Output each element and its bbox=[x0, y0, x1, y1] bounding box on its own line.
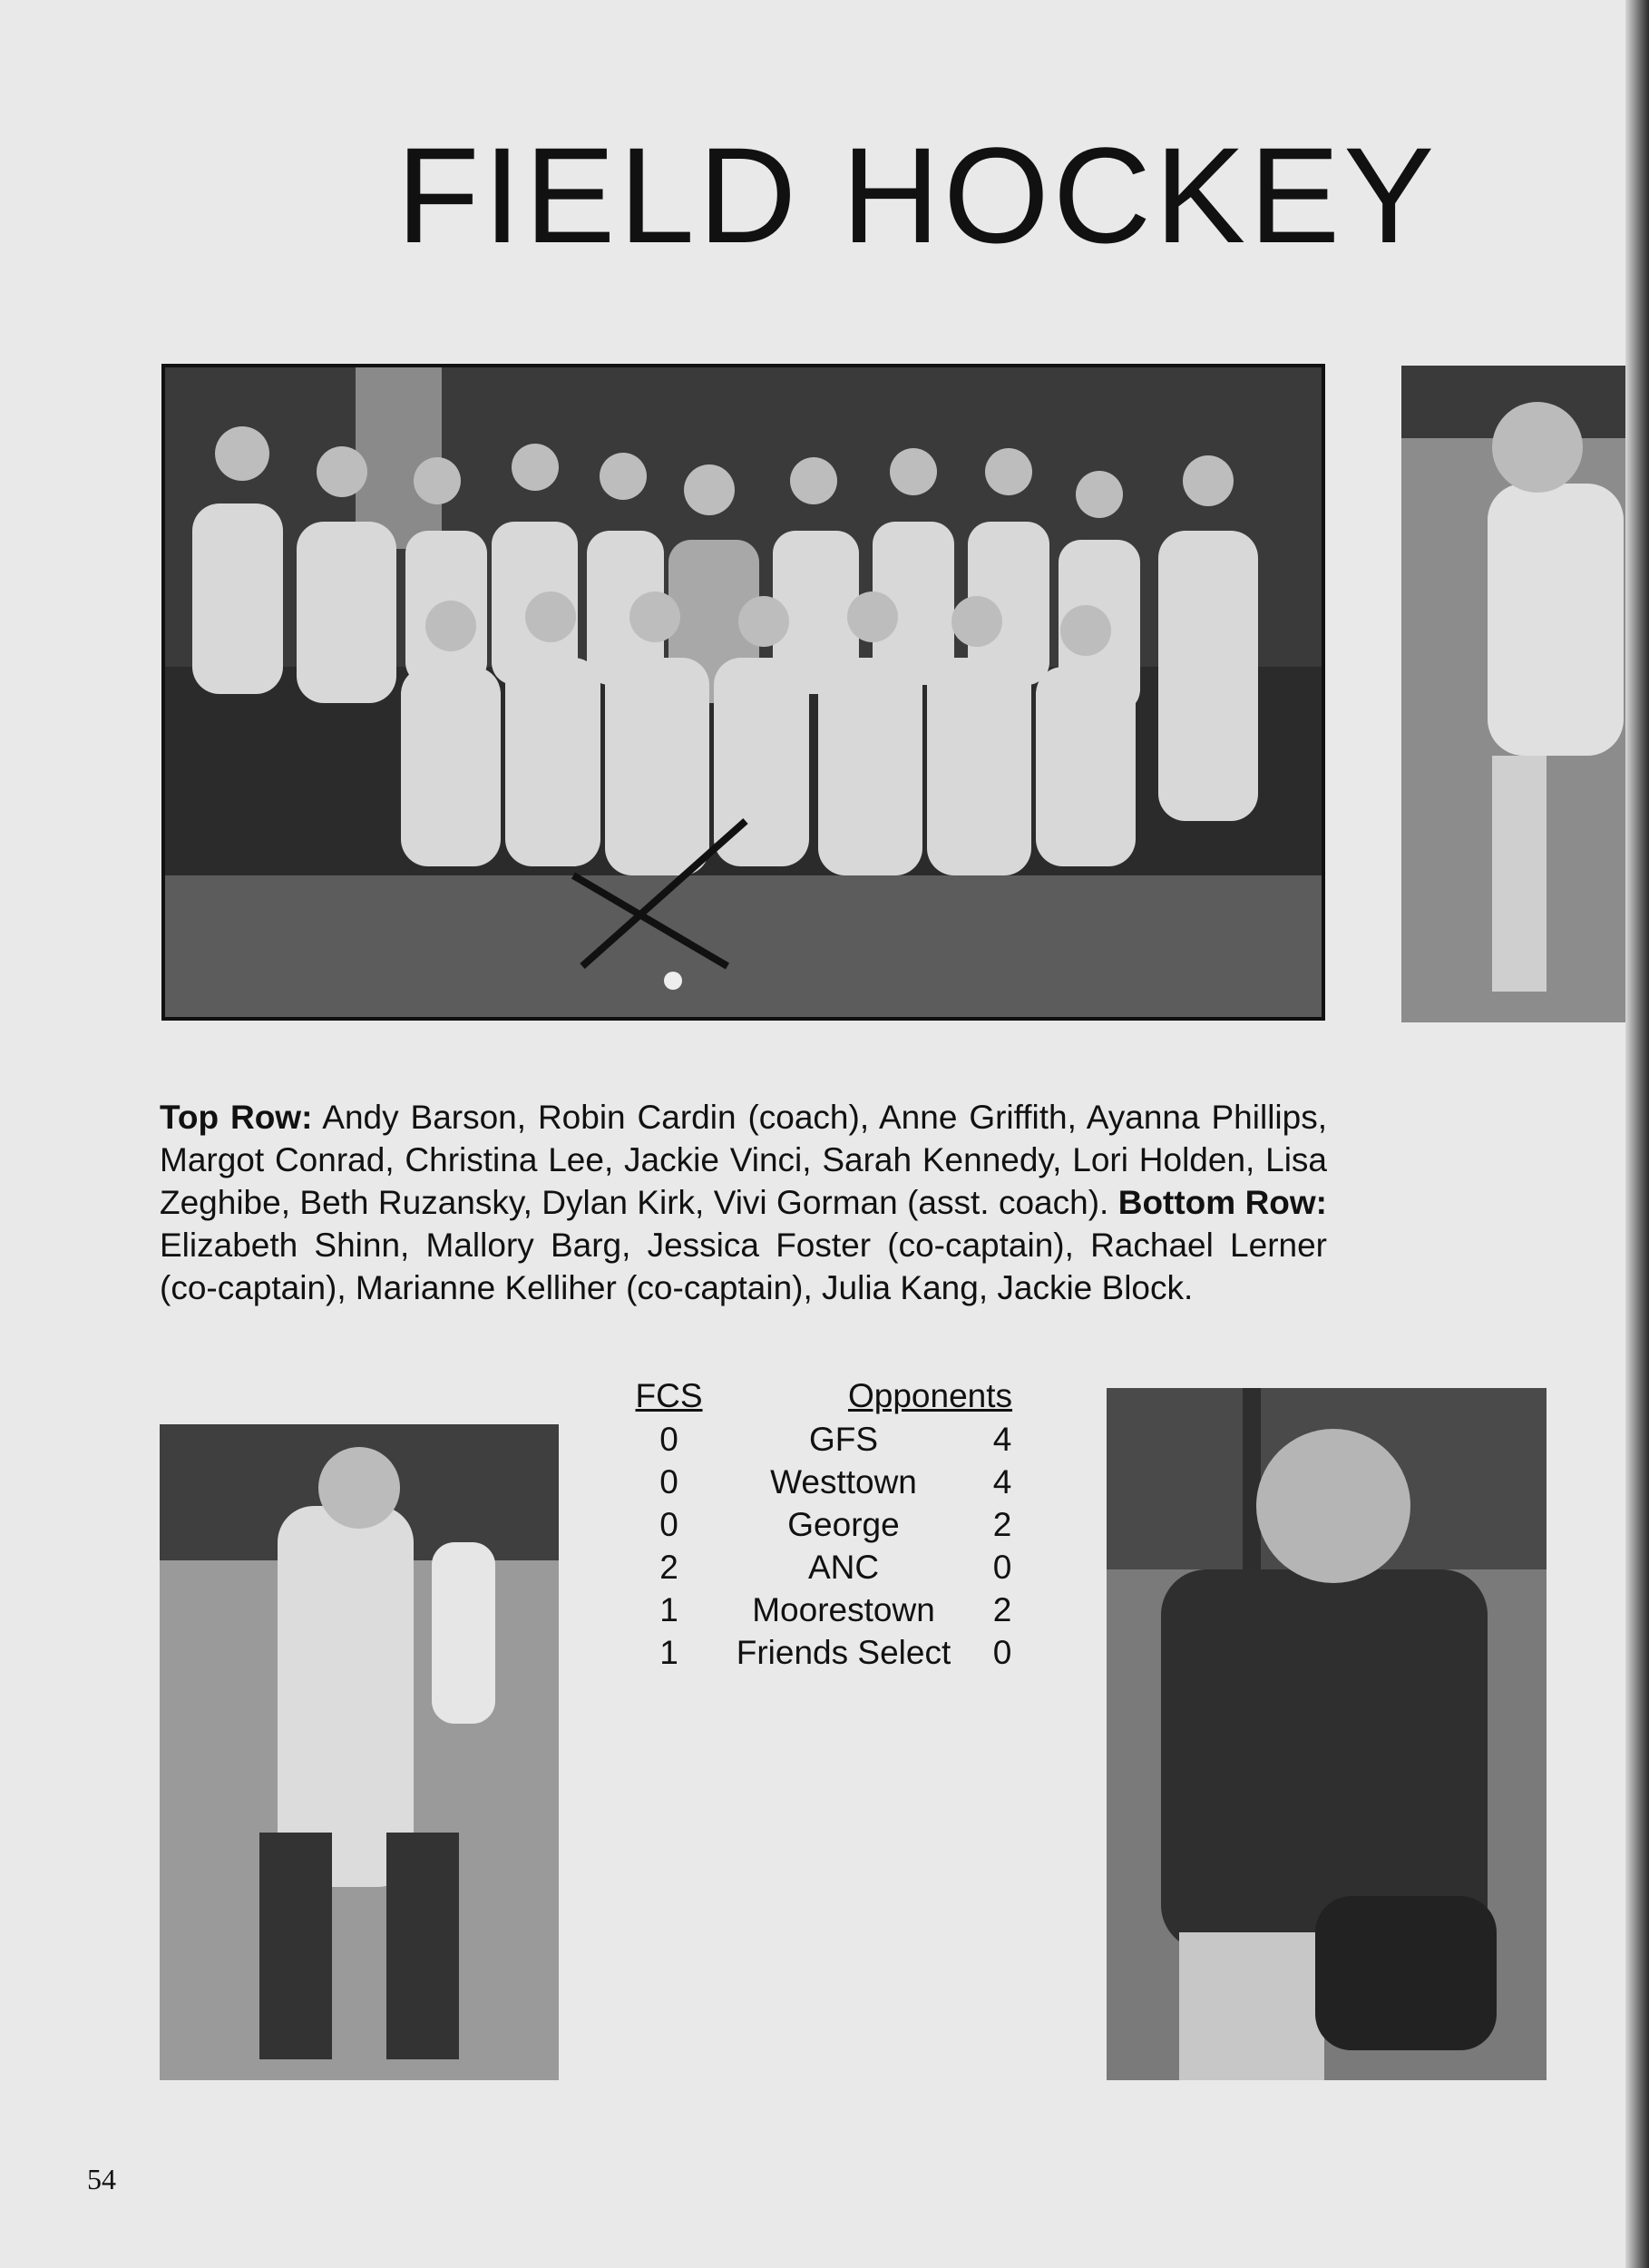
fcs-score: 0 bbox=[659, 1463, 678, 1501]
fcs-score: 1 bbox=[659, 1591, 678, 1628]
opponent-name: Friends Select bbox=[736, 1634, 951, 1671]
table-row bbox=[626, 1549, 1052, 1591]
page-title: FIELD HOCKEY bbox=[396, 119, 1439, 271]
opponent-score: 0 bbox=[992, 1634, 1012, 1671]
page-gutter-shadow bbox=[1625, 0, 1649, 2268]
page-number: 54 bbox=[87, 2163, 116, 2195]
opponent-score: 2 bbox=[992, 1591, 1012, 1628]
scores-header bbox=[626, 1377, 1052, 1421]
fcs-score: 2 bbox=[659, 1549, 678, 1586]
opponent-score: 2 bbox=[992, 1506, 1012, 1543]
fcs-score: 0 bbox=[659, 1506, 678, 1543]
scores-table bbox=[626, 1377, 1052, 1677]
opponent-score: 4 bbox=[992, 1463, 1012, 1501]
opponent-score: 0 bbox=[992, 1549, 1012, 1586]
opponent-name: GFS bbox=[808, 1421, 879, 1458]
fcs-score: 0 bbox=[659, 1421, 678, 1458]
team-caption bbox=[160, 1096, 1327, 1309]
top-row-label: Top Row: bbox=[160, 1099, 313, 1136]
bottom-row-label: Bottom Row: bbox=[1117, 1184, 1328, 1221]
opponent-name: Westtown bbox=[770, 1463, 917, 1501]
bottom-row-names: Elizabeth Shinn, Mallory Barg, Jessica Foster (co-captain), Rachael Lerner (co-captain), Marianne Kelliher (co-captain), Julia Kang, Jackie Block. bbox=[160, 1227, 1327, 1306]
edge-photo bbox=[1401, 366, 1633, 1022]
player-photo bbox=[1107, 1388, 1547, 2080]
table-row bbox=[626, 1463, 1052, 1506]
table-row bbox=[626, 1421, 1052, 1463]
header-fcs: FCS bbox=[635, 1377, 703, 1414]
table-row bbox=[626, 1634, 1052, 1677]
opponent-name: ANC bbox=[807, 1549, 880, 1586]
table-row bbox=[626, 1591, 1052, 1634]
team-photo bbox=[161, 364, 1325, 1021]
fcs-score: 1 bbox=[659, 1634, 678, 1671]
header-opponents: Opponents bbox=[848, 1377, 1013, 1414]
table-row bbox=[626, 1506, 1052, 1549]
top-row-names: Andy Barson, Robin Cardin (coach), Anne Griffith, Ayanna Phillips, Margot Conrad, Christina Lee, Jackie Vinci, Sarah Kennedy, Lori Holden, Lisa Zeghibe, Beth Ruzansky, Dylan Kirk, Vivi Gorman (asst. coach). bbox=[160, 1099, 1327, 1221]
opponent-name: Moorestown bbox=[752, 1591, 935, 1628]
goalie-photo bbox=[160, 1424, 559, 2080]
opponent-score: 4 bbox=[992, 1421, 1012, 1458]
opponent-name: George bbox=[787, 1506, 900, 1543]
